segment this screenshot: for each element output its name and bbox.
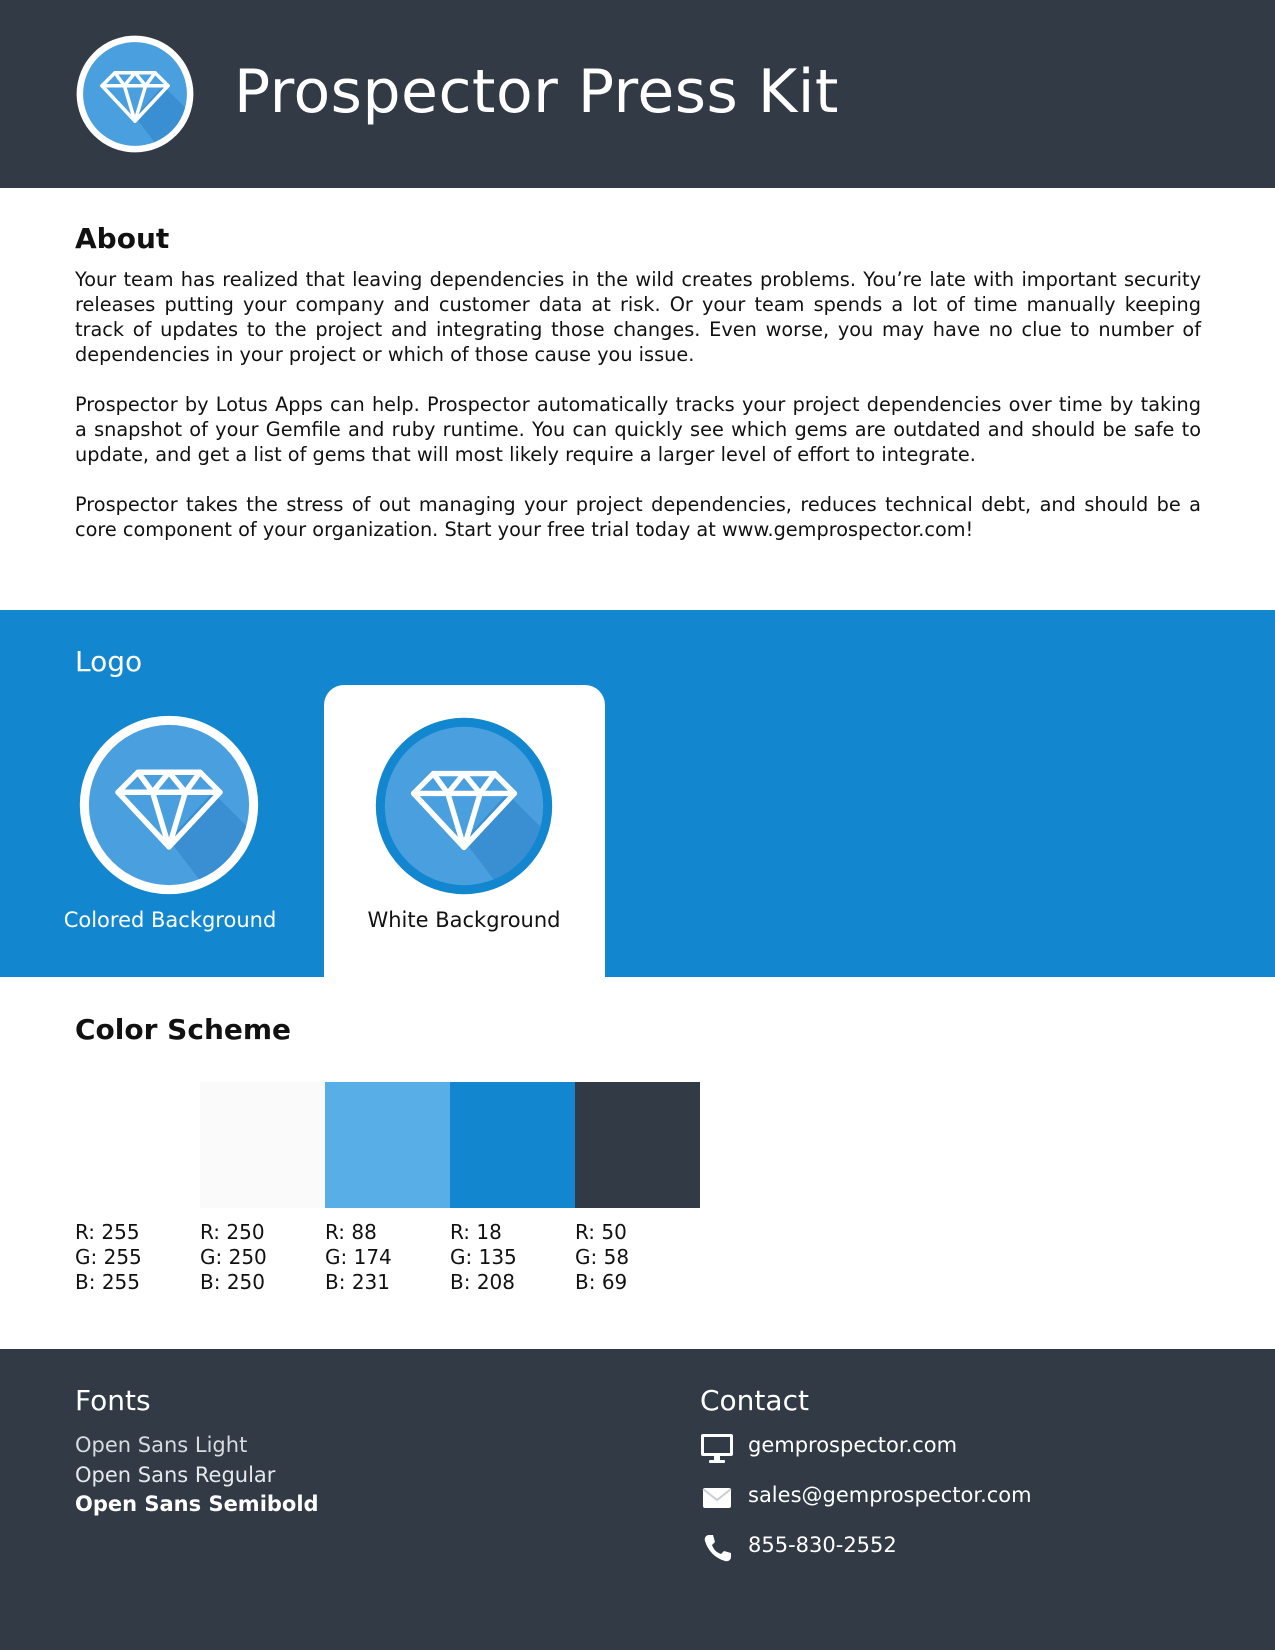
logo-label-colored: Colored Background (63, 908, 277, 932)
green-value: G: 255 (75, 1245, 142, 1269)
green-value: G: 58 (575, 1245, 630, 1269)
page-title: Prospector Press Kit (234, 57, 839, 127)
contact-email-text[interactable]: sales@gemprospector.com (748, 1483, 1032, 1507)
rgb-values (200, 1220, 267, 1295)
color-swatch (575, 1082, 700, 1208)
rgb-values (325, 1220, 392, 1295)
rgb-values (75, 1220, 142, 1295)
diamond-logo-icon (78, 714, 260, 896)
footer (0, 1349, 1275, 1650)
about-section (75, 222, 1201, 567)
color-scheme-heading: Color Scheme (75, 1013, 292, 1046)
blue-value: B: 69 (575, 1270, 628, 1294)
red-value: R: 18 (450, 1220, 502, 1244)
green-value: G: 174 (325, 1245, 392, 1269)
color-scheme-section (0, 977, 1275, 1349)
red-value: R: 255 (75, 1220, 140, 1244)
fonts-heading: Fonts (75, 1384, 151, 1417)
green-value: G: 135 (450, 1245, 517, 1269)
red-value: R: 250 (200, 1220, 265, 1244)
blue-value: B: 208 (450, 1270, 515, 1294)
diamond-logo-icon (374, 716, 554, 896)
about-paragraph: Your team has realized that leaving dependencies in the wild creates problems. You’re late with important security releases putting your company and customer data at risk. Or your team spends a lot of time manually keeping track of updates to the project and integrating those changes. Even worse, you may have no clue to number of dependencies in your project or which of those cause you issue. (75, 268, 1201, 366)
about-heading: About (75, 222, 170, 255)
logo-heading: Logo (75, 645, 143, 678)
rgb-values (450, 1220, 517, 1295)
color-swatch (75, 1082, 200, 1208)
color-swatch (450, 1082, 575, 1208)
monitor-icon (700, 1431, 734, 1465)
about-paragraph: Prospector takes the stress of out managing your project dependencies, reduces technical debt, and should be a core component of your organization. Start your free trial today at www.gemprospector.com! (75, 493, 1201, 541)
header (0, 0, 1275, 188)
blue-value: B: 255 (75, 1270, 140, 1294)
logo-label-white: White Background (367, 908, 561, 932)
about-paragraph: Prospector by Lotus Apps can help. Prospector automatically tracks your project dependencies over time by taking a snapshot of your Gemfile and ruby runtime. You can quickly see which gems are outdated and should be safe to update, and get a list of gems that will most likely require a larger level of effort to integrate. (75, 393, 1201, 466)
color-swatch (200, 1082, 325, 1208)
blue-value: B: 231 (325, 1270, 390, 1294)
red-value: R: 50 (575, 1220, 627, 1244)
envelope-icon (700, 1481, 734, 1515)
rgb-values (575, 1220, 629, 1295)
color-swatch (325, 1082, 450, 1208)
contact-heading: Contact (700, 1384, 809, 1417)
green-value: G: 250 (200, 1245, 267, 1269)
blue-value: B: 250 (200, 1270, 265, 1294)
font-item-light: Open Sans Light (75, 1433, 248, 1457)
logo-section (0, 610, 1275, 977)
diamond-logo-icon (76, 35, 194, 153)
phone-icon (700, 1531, 734, 1565)
font-item-semibold: Open Sans Semibold (75, 1492, 319, 1516)
red-value: R: 88 (325, 1220, 377, 1244)
font-item-regular: Open Sans Regular (75, 1463, 276, 1487)
contact-website-text[interactable]: gemprospector.com (748, 1433, 958, 1457)
contact-phone-text[interactable]: 855-830-2552 (748, 1533, 897, 1557)
